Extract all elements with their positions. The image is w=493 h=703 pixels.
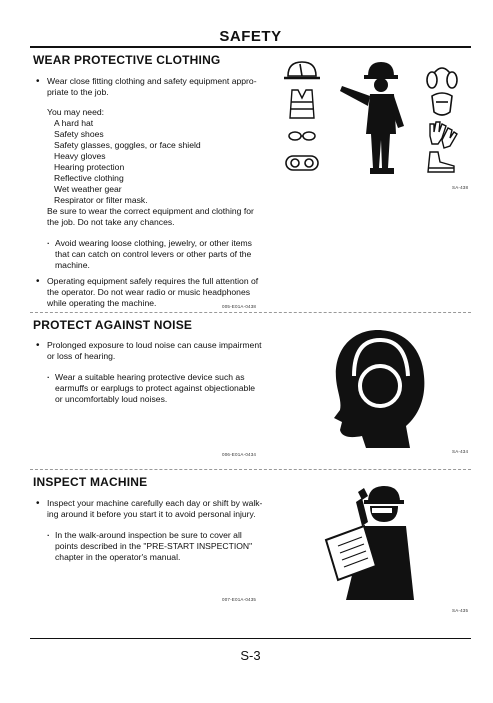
text-line: • Prolonged exposure to loud noise can cause impairment [47, 340, 262, 350]
section-protective-clothing-body [36, 76, 266, 309]
gloves-icon [430, 122, 457, 148]
text-line: · Wear a suitable hearing protective device such as [55, 372, 245, 382]
list-item: Heavy gloves [54, 151, 106, 161]
text-line: • Operating equipment safely requires the full attention of [47, 276, 259, 286]
text-line: the job. Do not take any chances. [47, 217, 175, 227]
section-divider [30, 312, 471, 313]
header-rule [30, 46, 471, 48]
list-item: Safety glasses, goggles, or face shield [54, 140, 201, 150]
sub-bullet-loose-clothing [47, 238, 266, 271]
list-item: Hearing protection [54, 162, 125, 172]
respirator-icon [432, 93, 452, 115]
hard-hat-icon [284, 62, 320, 78]
protective-equipment-figure [278, 56, 474, 186]
ear-muffs-icon [427, 68, 457, 88]
text-line: · In the walk-around inspection be sure to cover all [55, 530, 242, 540]
section-inspect-body [36, 498, 266, 563]
list-item: Safety shoes [54, 129, 104, 139]
head-earmuffs-icon [334, 330, 424, 448]
text-line: • Inspect your machine carefully each day or shift by walk- [47, 498, 263, 508]
figure-label: SA-435 [452, 608, 469, 613]
section-noise-body [36, 340, 266, 405]
text-line: or loss of hearing. [47, 351, 116, 361]
inspection-figure [318, 482, 418, 602]
text-line: priate to the job. [47, 87, 109, 97]
page-title: SAFETY [219, 28, 282, 45]
footer-rule [30, 638, 471, 639]
bullet-clothing [36, 76, 266, 98]
worker-figure-icon [340, 62, 404, 174]
text-line: · Avoid wearing loose clothing, jewelry, or other items [55, 238, 252, 248]
sub-bullet-hearing-protection [47, 372, 266, 405]
text-line: ing around it before you start it to avoid personal injury. [47, 509, 256, 519]
figure-label: SA-434 [452, 449, 469, 454]
figure-label: SA-438 [452, 185, 469, 190]
text-line: or uncomfortably loud noises. [55, 394, 168, 404]
list-item: Reflective clothing [54, 173, 124, 183]
equipment-list [36, 118, 266, 206]
text-line: the operator. Do not wear radio or music headphones [47, 287, 251, 297]
page-number: S-3 [240, 648, 261, 663]
list-item: Wet weather gear [54, 184, 122, 194]
section-code: 007-E01A-0435 [222, 597, 257, 602]
section-title-noise: PROTECT AGAINST NOISE [33, 318, 193, 332]
section-code: 005-E01A-0438 [222, 304, 257, 309]
text-line: chapter in the operator's manual. [55, 552, 181, 562]
text-line: Be sure to wear the correct equipment and clothing for [47, 206, 254, 216]
text-line: points described in the "PRE-START INSPECTION" [55, 541, 253, 551]
list-item: Respirator or filter mask. [54, 195, 148, 205]
section-divider [30, 469, 471, 470]
text-line: earmuffs or earplugs to protect against objectionable [55, 383, 256, 393]
goggles-icon [286, 156, 318, 170]
hearing-protection-figure [328, 326, 428, 450]
sub-bullet-walk-around [47, 530, 266, 563]
bullet-inspect [36, 498, 266, 520]
safety-shoes-icon [428, 152, 454, 172]
you-may-need-label: You may need: [47, 107, 105, 117]
text-line: while operating the machine. [47, 298, 157, 308]
section-title-inspect: INSPECT MACHINE [33, 475, 148, 489]
safety-glasses-icon [289, 132, 315, 140]
section-title-protective-clothing: WEAR PROTECTIVE CLOTHING [33, 53, 221, 67]
section-code: 006-E01A-0434 [222, 452, 257, 457]
list-item: A hard hat [54, 118, 94, 128]
text-line: that can catch on control levers or other parts of the [55, 249, 252, 259]
text-line: • Wear close fitting clothing and safety equipment appro- [47, 76, 257, 86]
reflective-vest-icon [290, 90, 314, 118]
bullet-noise [36, 340, 266, 362]
text-line: machine. [55, 260, 90, 270]
